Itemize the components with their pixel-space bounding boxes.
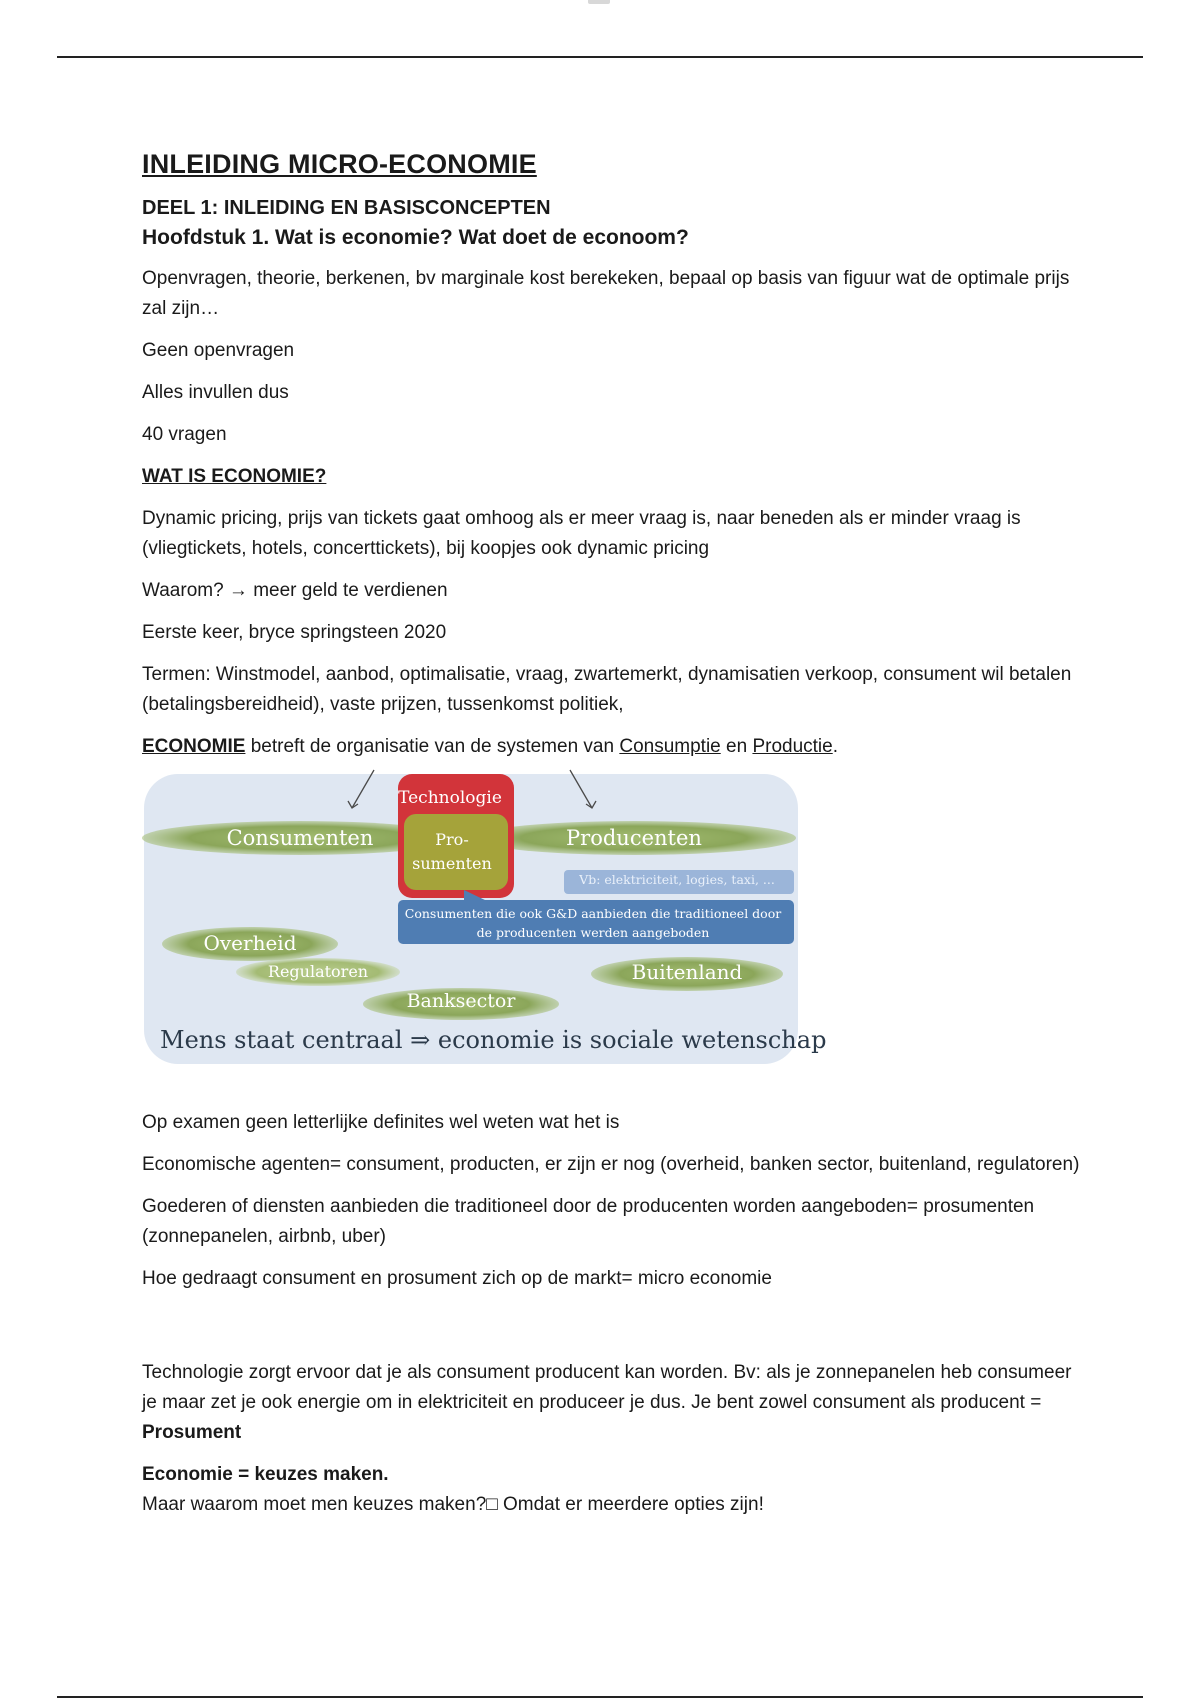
label-regulatoren: Regulatoren [267, 962, 369, 981]
economy-diagram [142, 768, 827, 1068]
part-title: DEEL 1: INLEIDING EN BASISCONCEPTEN [142, 197, 551, 219]
body-paragraph-7: Maar waarom moet men keuzes maken?□ Omdat er meerdere opties zijn! [142, 1494, 764, 1515]
keuzes-heading: Economie = keuzes maken. [142, 1464, 389, 1485]
definition-text: betreft de organisatie van de systemen van [245, 736, 620, 757]
body-paragraph-1: Op examen geen letterlijke definites wel weten wat het is [142, 1112, 620, 1133]
section-paragraph-3: Eerste keer, bryce springsteen 2020 [142, 622, 447, 643]
body-paragraph-4: Hoe gedraagt consument en prosument zich op de markt= micro economie [142, 1268, 772, 1289]
page-top-mark [588, 0, 610, 4]
header-rule [57, 56, 1143, 58]
definition-term: ECONOMIE [142, 736, 246, 757]
document-title: INLEIDING MICRO-ECONOMIE [142, 149, 537, 179]
economie-definition [142, 732, 1082, 762]
label-technologie: Technologie [398, 788, 502, 808]
label-banksector: Banksector [406, 990, 516, 1012]
definition-en: en [720, 736, 753, 757]
label-producenten: Producenten [566, 826, 702, 850]
diagram-caption: Mens staat centraal ⇒ economie is sociale wetenschap [160, 1026, 827, 1054]
section-paragraph-1: Dynamic pricing, prijs van tickets gaat omhoog als er meer vraag is, naar beneden als er minder vraag is (vliegtickets, hotels, concerttickets), bij koopjes ook dynamic pricing [142, 508, 1021, 559]
document-body [142, 146, 1082, 1532]
label-consumenten: Consumenten [226, 826, 374, 850]
definition-consumptie: Consumptie [619, 736, 721, 757]
label-buitenland: Buitenland [631, 960, 743, 984]
intro-paragraph-2: Geen openvragen [142, 340, 295, 361]
intro-paragraph-4: 40 vragen [142, 424, 227, 445]
section-title: WAT IS ECONOMIE? [142, 466, 327, 487]
body-paragraph-5 [142, 1358, 1082, 1448]
footer-rule [57, 1696, 1143, 1698]
body-paragraph-2: Economische agenten= consument, producten, er zijn er nog (overheid, banken sector, buitenland, regulatoren) [142, 1154, 1080, 1175]
definition-productie: Productie [752, 736, 833, 757]
label-overheid: Overheid [203, 931, 297, 955]
body-paragraph-3: Goederen of diensten aanbieden die traditioneel door de producenten worden aangeboden= prosumenten (zonnepanelen, airbnb, uber) [142, 1196, 1035, 1247]
section-paragraph-4: Termen: Winstmodel, aanbod, optimalisatie, vraag, zwartemerkt, dynamisatien verkoop, consument wil betalen (betalingsbereidheid), vaste prijzen, tussenkomst politiek, [142, 664, 1072, 715]
intro-paragraph-3: Alles invullen dus [142, 382, 289, 403]
prosument-text: Technologie zorgt ervoor dat je als consument producent kan worden. Bv: als je zonnepanelen heb consumeer je maar zet je ook energie om in elektriciteit en produceer je dus. Je bent zowel consument als producent = [142, 1362, 1072, 1413]
label-vb: Vb: elektriciteit, logies, taxi, ... [579, 872, 775, 887]
intro-paragraph-1: Openvragen, theorie, berkenen, bv marginale kost berekeken, bepaal op basis van figuur wat de optimale prijs zal zijn… [142, 268, 1070, 319]
definition-end: . [832, 736, 838, 757]
prosument-term: Prosument [142, 1422, 242, 1443]
label-blue-note: Consumenten die ook G&D aanbieden die traditioneel door de producenten werden aangeboden [404, 906, 782, 940]
body-paragraph-6 [142, 1460, 1082, 1490]
spacer [142, 1306, 1082, 1358]
chapter-title: Hoofdstuk 1. Wat is economie? Wat doet de econoom? [142, 226, 689, 249]
section-paragraph-2: Waarom? → meer geld te verdienen [142, 580, 448, 601]
label-prosumenten: Pro- sumenten [412, 830, 492, 873]
